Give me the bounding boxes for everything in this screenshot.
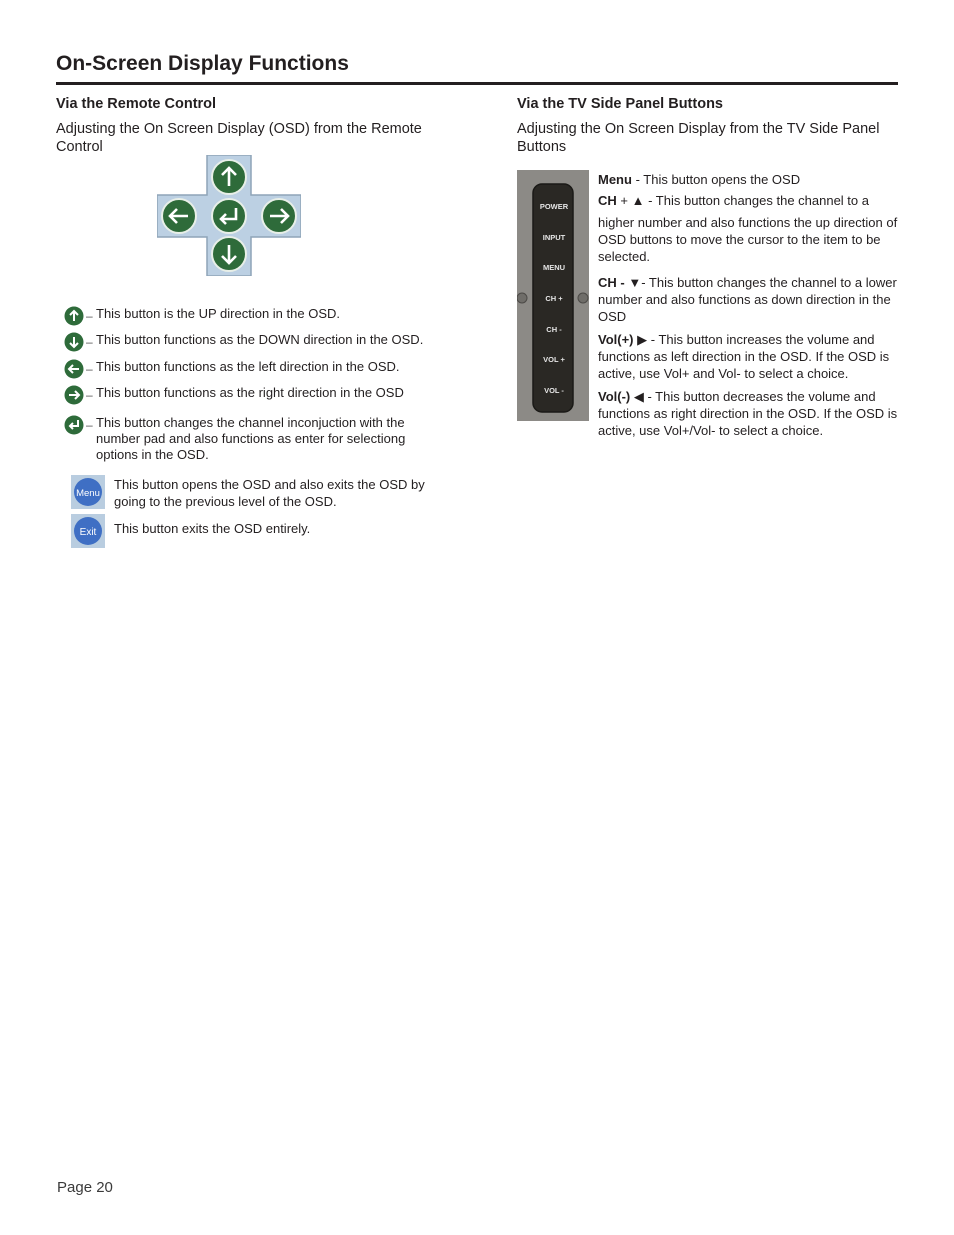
panel-vol-plus-label: VOL + [543, 355, 565, 364]
side-panel-heading: Via the TV Side Panel Buttons [517, 96, 723, 112]
left-description: This button functions as the left direction in the OSD. [96, 359, 400, 374]
exit-button-icon [71, 514, 105, 548]
page-number: Page 20 [57, 1179, 113, 1196]
enter-icon [64, 415, 84, 435]
svg-text:Exit: Exit [79, 527, 97, 538]
panel-ch-minus-label: CH - [546, 325, 562, 334]
svg-text:Menu: Menu [76, 488, 100, 499]
title-divider [56, 82, 898, 85]
page-title: On-Screen Display Functions [56, 52, 349, 75]
up-arrow-icon [64, 306, 84, 326]
panel-power-label: POWER [539, 202, 569, 211]
panel-menu-label: MENU [542, 263, 566, 272]
tv-side-panel-image [517, 170, 589, 421]
dpad-up-icon [212, 160, 246, 194]
panel-ch-plus-label: CH + [545, 294, 563, 303]
vol-plus-description: Vol(+) ▶ - This button increases the volume and functions as left direction in the OSD. If the OSD is active, use Vol+ and Vol- to select a choice. [598, 332, 890, 381]
exit-description: This button exits the OSD entirely. [114, 521, 311, 536]
enter-description: This button changes the channel inconjuction with the number pad and also functions as enter for selectiong options in the OSD. [96, 415, 406, 462]
remote-dpad-image [157, 155, 301, 276]
ch-plus-description-cont: higher number and also functions the up direction of OSD buttons to move the cursor to the item to be selected. [598, 215, 898, 264]
ch-minus-description: CH - ▼- This button changes the channel to a lower number and also functions as down direction in the OSD [598, 275, 897, 324]
menu-panel-description: Menu - This button opens the OSD [598, 172, 801, 187]
dpad-left-icon [162, 199, 196, 233]
remote-intro: Adjusting the On Screen Display (OSD) from the Remote Control [56, 121, 422, 155]
right-arrow-icon [64, 385, 84, 405]
down-arrow-icon [64, 332, 84, 352]
up-description: This button is the UP direction in the OSD. [96, 306, 340, 321]
side-panel-intro: Adjusting the On Screen Display from the TV Side Panel Buttons [517, 121, 880, 155]
left-arrow-icon [64, 359, 84, 379]
panel-input-label: INPUT [542, 233, 566, 242]
dpad-down-icon [212, 237, 246, 271]
ch-plus-description: CH + ▲ - This button changes the channel to a [598, 193, 869, 208]
remote-heading: Via the Remote Control [56, 96, 217, 112]
menu-button-icon [71, 475, 105, 509]
menu-description: This button opens the OSD and also exits the OSD by going to the previous level of the OSD. [114, 477, 425, 509]
panel-vol-minus-label: VOL - [544, 386, 564, 395]
down-description: This button functions as the DOWN direction in the OSD. [96, 332, 424, 347]
right-description: This button functions as the right direction in the OSD [96, 385, 404, 400]
vol-minus-description: Vol(-) ◀ - This button decreases the volume and functions as right direction in the OSD. If the OSD is active, use Vol+/Vol- to select a choice. [598, 389, 898, 438]
dpad-right-icon [262, 199, 296, 233]
dpad-enter-icon [212, 199, 246, 233]
